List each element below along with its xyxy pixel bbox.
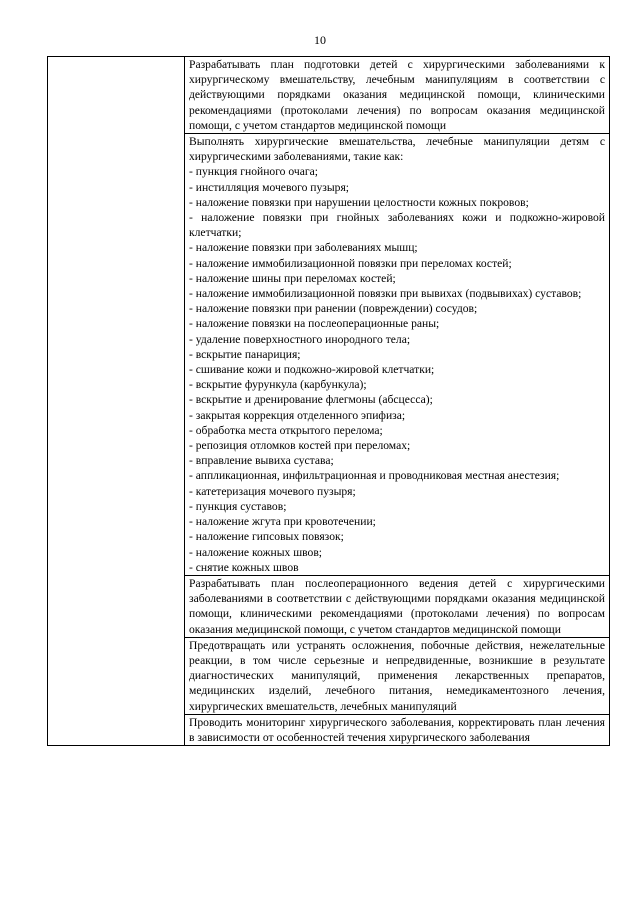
left-empty-column (48, 57, 185, 745)
list-item: - сшивание кожи и подкожно-жировой клетчатки; (189, 363, 435, 377)
list-item: - инстилляция мочевого пузыря; (189, 180, 350, 194)
list-item: - вскрытие панариция; (189, 347, 301, 361)
cell-intro: Выполнять хирургические вмешательства, лечебные манипуляции детям с хирургическими заболеваниями, такие как: (189, 135, 605, 164)
list-item: - пункция гнойного очага; (189, 165, 318, 179)
list-item: - наложение повязки при ранении (повреждении) сосудов; (189, 302, 478, 316)
list-item: - пункция суставов; (189, 499, 287, 513)
list-item: - наложение гипсовых повязок; (189, 530, 344, 544)
list-item: - обработка места открытого перелома; (189, 423, 383, 437)
list-item: - наложение иммобилизационной повязки при вывихах (подвывихах) суставов; (189, 287, 582, 301)
cell-text: Предотвращать или устранять осложнения, побочные действия, нежелательные реакции, в том числе серьезные и непредвиденные, возникшие в результате диагностических манипуляций, применения лекарственных препаратов, медицинских изделий, лечебного питания, немедикаментозного лечения, хирургических вмешательств, лечебных манипуляций (189, 638, 605, 713)
list-item: - наложение иммобилизационной повязки при переломах костей; (189, 256, 512, 270)
list-item: - наложение повязки на послеоперационные раны; (189, 317, 440, 331)
list-item: - удаление поверхностного инородного тела; (189, 332, 411, 346)
list-item: - репозиция отломков костей при переломах; (189, 439, 411, 453)
list-item: - наложение кожных швов; (189, 545, 323, 559)
table-row (185, 57, 609, 134)
list-item: - вправление вывиха сустава; (189, 454, 334, 468)
list-item: - снятие кожных швов (189, 560, 299, 574)
cell-text: Проводить мониторинг хирургического заболевания, корректировать план лечения в зависимости от особенностей течения хирургического заболевания (189, 715, 605, 744)
table-row (185, 638, 609, 715)
list-item: - катетеризация мочевого пузыря; (189, 484, 356, 498)
list-item: - наложение повязки при гнойных заболеваниях кожи и подкожно-жировой клетчатки; (189, 211, 605, 240)
competency-table (47, 56, 610, 746)
cell-text: Разрабатывать план подготовки детей с хирургическими заболеваниями к хирургическому вмешательству, лечебным манипуляциям в соответствии с действующими порядками оказания медицинской помощи, клиническими рекомендациями (протоколами лечения) по вопросам оказания медицинской помощи, с учетом стандартов медицинской помощи (189, 58, 605, 132)
table-row (185, 715, 609, 745)
list-item: - аппликационная, инфильтрационная и проводниковая местная анестезия; (189, 469, 560, 483)
cell-text: Разрабатывать план послеоперационного ведения детей с хирургическими заболеваниями в соответствии с действующими порядками оказания медицинской помощи, клиническими рекомендациями (протоколами лечения) по вопросам оказания медицинской помощи, с учетом стандартов медицинской помощи (189, 576, 605, 636)
page-number: 10 (314, 33, 326, 47)
list-item: - вскрытие фурункула (карбункула); (189, 378, 367, 392)
list-item: - вскрытие и дренирование флегмоны (абсцесса); (189, 393, 433, 407)
list-item: - наложение повязки при нарушении целостности кожных покровов; (189, 195, 529, 209)
list-item: - наложение жгута при кровотечении; (189, 515, 376, 529)
list-item: - наложение шины при переломах костей; (189, 271, 396, 285)
table-row (185, 134, 609, 576)
table-row (185, 576, 609, 638)
list-item: - закрытая коррекция отделенного эпифиза; (189, 408, 406, 422)
right-text-column (185, 57, 609, 745)
list-item: - наложение повязки при заболеваниях мышц; (189, 241, 418, 255)
